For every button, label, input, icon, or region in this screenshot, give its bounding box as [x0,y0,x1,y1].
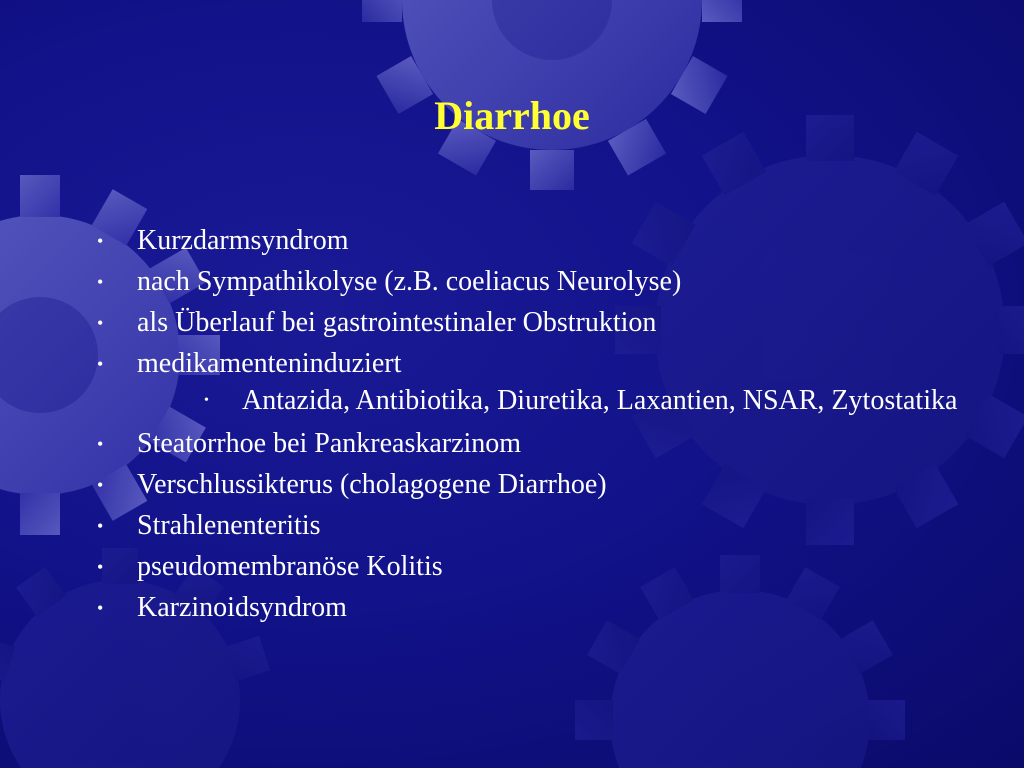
bullet-list [97,226,977,634]
list-item: • Steatorrhoe bei Pankreaskarzinom [97,429,977,459]
slide-title: Diarrhoe [434,93,590,138]
list-item: • Verschlussikterus (cholagogene Diarrhoe) [97,470,977,500]
sub-list-item: • Antazida, Antibiotika, Diuretika, Laxantien, NSAR, Zytostatika [204,388,977,414]
list-item: • Strahlenenteritis [97,511,977,541]
list-item: • pseudomembranöse Kolitis [97,552,977,582]
list-item: • medikamenteninduziert [97,349,977,379]
list-item: • nach Sympathikolyse (z.B. coeliacus Neurolyse) [97,267,977,297]
list-item: • Kurzdarmsyndrom [97,226,977,256]
list-item: • als Überlauf bei gastrointestinaler Obstruktion [97,308,977,338]
list-item: • Karzinoidsyndrom [97,593,977,623]
